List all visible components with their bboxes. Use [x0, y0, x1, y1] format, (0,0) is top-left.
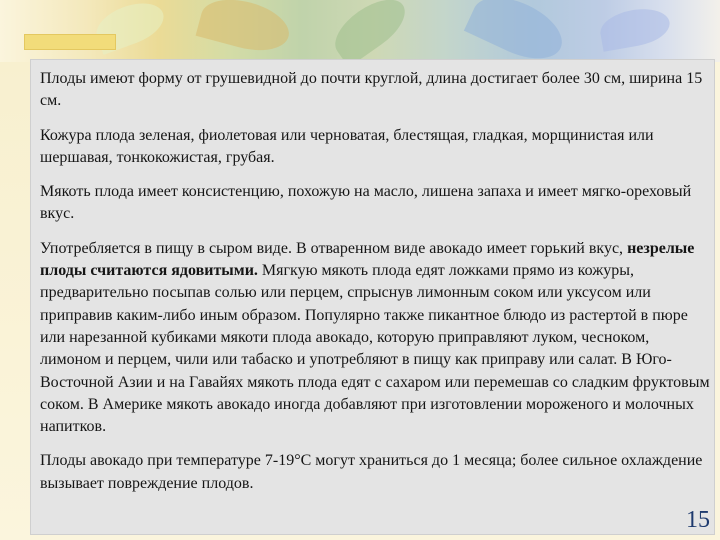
- page-number: 15: [686, 507, 710, 533]
- usage-warning: незрелые плоды считаются ядовитыми.: [40, 239, 695, 280]
- paragraph-shape: Плоды имеют форму от грушевидной до почти круглой, длина достигает более 30 см, ширина 15 см.: [40, 70, 703, 110]
- paragraph-usage: [40, 238, 712, 439]
- side-decoration: [0, 62, 30, 540]
- usage-text-start: Употребляется в пищу в сыром виде. В отваренном виде авокадо имеет горький вкус,: [40, 239, 628, 257]
- title-accent-bar: [24, 34, 116, 50]
- usage-text-rest: Мягкую мякоть плода едят ложками прямо из кожуры, предварительно посыпав солью или перцем, спрыснув лимонным соком или уксусом или приправив каким-либо иным образом. Популярно также пикантное блюдо из растертой в пюре или нарезанной кубиками мякоти плода авокадо, которую приправляют луком, чесноком, лимоном и перцем, чили или табаско и употребляют в пищу как приправу или салат. В Юго-Восточной Азии и на Гавайях мякоть плода едят с сахаром или перемешав со сладким фруктовым соком. В Америке мякоть авокадо иногда добавляют при изготовлении мороженого и молочных напитков.: [40, 262, 710, 436]
- slide-text: [40, 68, 712, 507]
- paragraph-storage: Плоды авокадо при температуре 7-19°С могут храниться до 1 месяца; более сильное охлаждение вызывает повреждение плодов.: [40, 452, 703, 492]
- paragraph-pulp: Мякоть плода имеет консистенцию, похожую на масло, лишена запаха и имеет мягко-ореховый вкус.: [40, 183, 692, 223]
- paragraph-peel: Кожура плода зеленая, фиолетовая или черноватая, блестящая, гладкая, морщинистая или шершавая, тонкокожистая, грубая.: [40, 126, 654, 166]
